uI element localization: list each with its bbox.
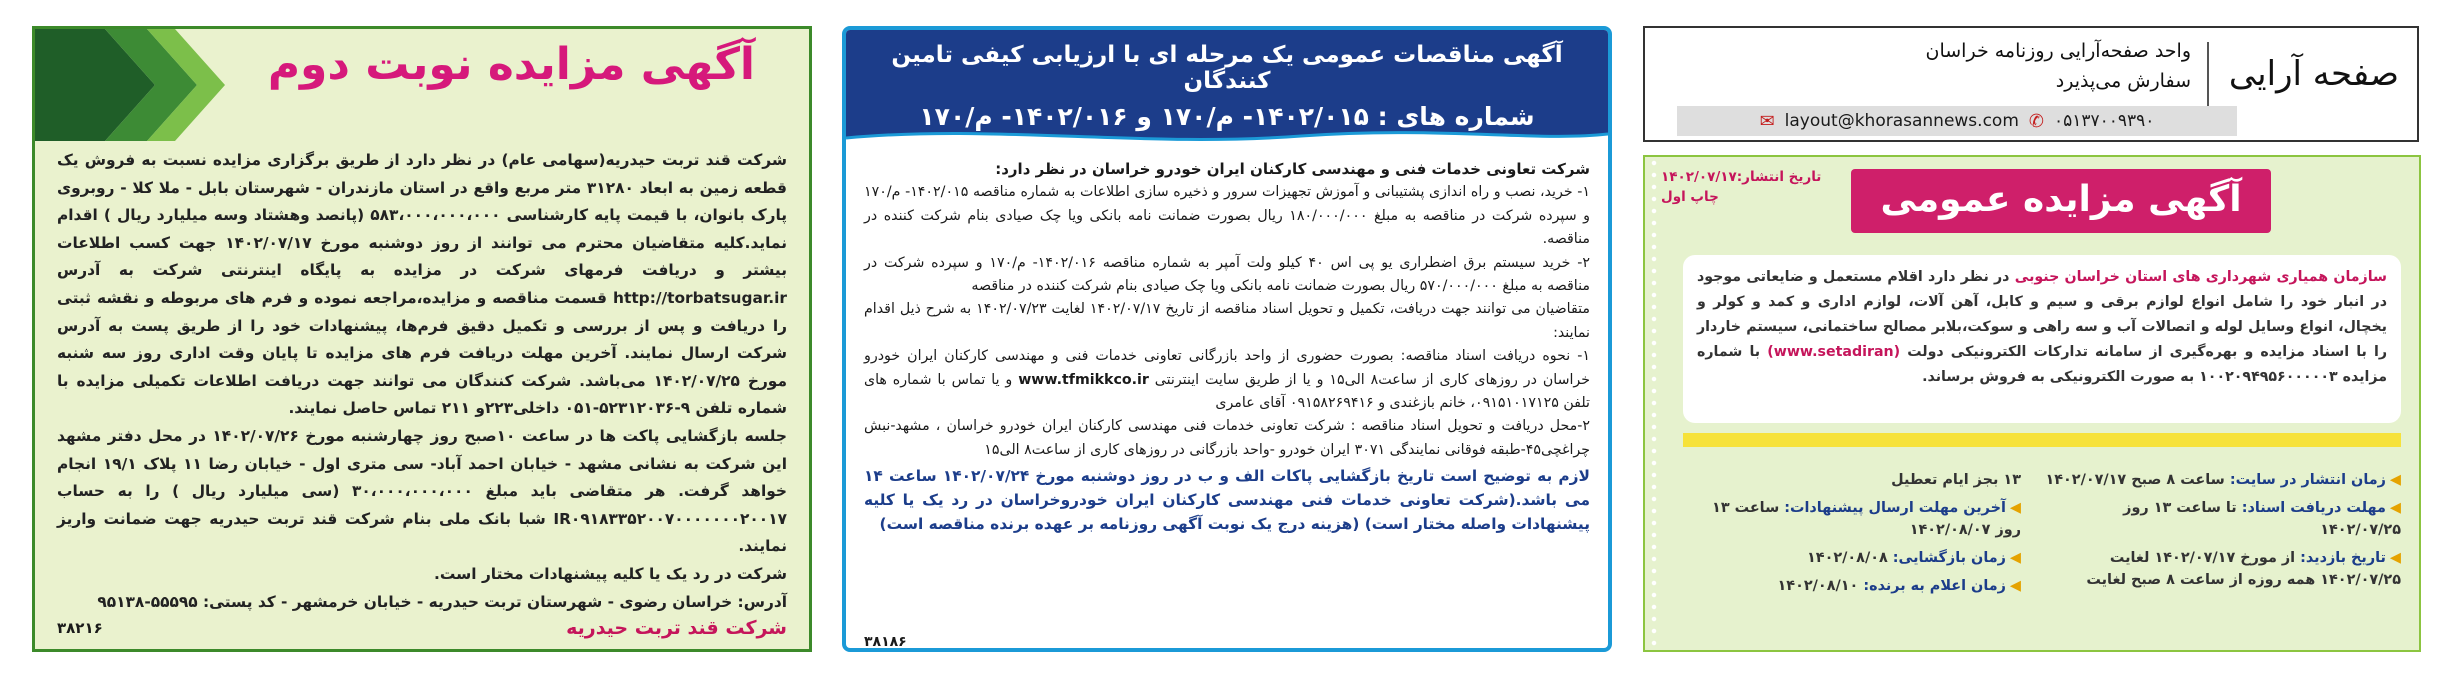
contact-bar <box>1677 106 2237 136</box>
ad-paragraph: جلسه بازگشایی پاکت ها در ساعت ۱۰صبح روز چهارشنبه مورخ ۱۴۰۲/۰۷/۲۶ در محل دفتر مشهد این شرکت به نشانی مشهد - خیابان احمد آباد- سی متری اول - خیابان رضا ۱۱ پلاک ۱۹/۱ انجام خواهد گرفت. هر متقاضی باید مبلغ ۳۰،۰۰۰،۰۰۰،۰۰۰ (سی میلیارد ریال ) را به حساب IR۰۹۱۸۳۳۵۲۰۰۷۰۰۰۰۰۰۰۲۰۰۱۷ شبا بانک ملی بنام شرکت قند تربت حیدریه جهت ضمانت واریز نمایند. <box>57 426 787 556</box>
ad-code: ۳۸۲۱۶ <box>57 619 103 637</box>
ad-footer <box>57 609 787 639</box>
ad-paragraph: شرکت قند تربت حیدریه(سهامی عام) در نظر دارد از طریق برگزاری مزایده نسبت به فروش یک قطعه زمین به ابعاد ۳۱۲۸۰ متر مربع واقع در استان مازندران - شهرستان بابل - ملا کلا - روبروی پارک بانوان، با قیمت پایه کارشناسی ۵۸۳،۰۰۰،۰۰۰،۰۰۰ (پانصد وهشتاد وسه میلیارد ریال ) اقدام نماید.کلیه متقاضیان محترم می توانند از روز دوشنبه مورخ ۱۴۰۲/۰۷/۱۷ جهت کسب اطلاعات بیشتر و دریافت فرمهای شرکت در مزایده به پایگاه اینترنتی شرکت به آدرس http://torbatsugar.ir قسمت مناقصه و مزایده،مراجعه نموده و فرم های مربوطه و نقشه ثبتی را دریافت و پس از بررسی و تکمیل دقیق فرم‌ها، پیشنهادات خود را از طریق پست به آدرس شرکت ارسال نمایند. آخرین مهلت دریافت فرم های مزایده تا پایان وقت اداری روز سه شنبه مورخ ۱۴۰۲/۰۷/۲۵ می‌باشد. شرکت کنندگان می توانند جهت دریافت اطلاعات تکمیلی مزایده با شماره تلفن ۹-۵۲۳۱۲۰۳۶-۰۵۱ داخلی۲۲۳و ۲۱۱ تماس حاصل نمایند. <box>57 151 788 418</box>
triangle-bullet-icon: ◀ <box>2389 550 2401 566</box>
schedule-label: مهلت دریافت اسناد: <box>2241 500 2386 516</box>
body-text: در نظر دارد اقلام مستعمل و ضایعاتی موجود در انبار خود را شامل انواع لوازم برقی و سیم و کابل، آهن آلات، لوازم اداری و کمد و کولر و یخچال، انواع وسایل لوله و اتصالات آب و سه راهی و سوکت،بلابر مصالح ساختمانی، سیستم خاردار را با اسناد مزایده و بهره‌گیری از سامانه تدارکات الکترونیکی دولت <box>1697 269 2387 360</box>
service-line: واحد صفحه‌آرایی روزنامه خراسان <box>1925 40 2191 62</box>
publish-info <box>1661 169 1821 209</box>
schedule-column-right <box>2041 469 2401 597</box>
schedule-value: ساعت ۱۳ روز ۱۴۰۲/۰۸/۰۷ <box>1712 500 2021 538</box>
schedule-value: ۱۳ بجز ایام تعطیل <box>1891 472 2021 488</box>
publish-date: تاریخ انتشار:۱۴۰۲/۰۷/۱۷ <box>1661 169 1822 185</box>
ad-body <box>1683 255 2401 423</box>
schedule-value: از مورخ ۱۴۰۲/۰۷/۱۷ لغایت ۱۴۰۲/۰۷/۲۵ همه روزه از ساعت ۸ صبح لغایت <box>2086 550 2401 588</box>
ad-code: ۳۸۱۸۶ <box>864 634 907 650</box>
website-link[interactable]: www.tfmikkco.ir <box>1018 371 1149 388</box>
tender-item: ۲- خرید سیستم برق اضطراری یو پی اس ۴۰ کیلو ولت آمپر به شماره مناقصه ۱۴۰۲/۰۱۶- م/۱۷۰ و سپرده شرکت در مناقصه به مبلغ ۵۷۰/۰۰۰/۰۰۰ ریال بصورت ضمانت نامه بانکی ویا چک صیادی بنام شرکت کننده در مناقصه <box>864 254 1590 295</box>
public-tenders-ad <box>842 26 1612 652</box>
chevron-decoration-icon <box>35 29 225 141</box>
schedule-value: ساعت ۸ صبح ۱۴۰۲/۰۷/۱۷ <box>2045 472 2225 488</box>
body-text: با شماره مزایده ۱۰۰۲۰۹۴۹۵۶۰۰۰۰۰۳ به صورت الکترونیکی به فروش برساند. <box>1697 344 2387 385</box>
ad-note: لازم به توضیح است تاریخ بازگشایی پاکات الف و ب در روز دوشنبه مورخ ۱۴۰۲/۰۷/۲۴ ساعت ۱۴ می باشد.(شرکت تعاونی خدمات فنی مهندسی کارکنان ایران خودروخراسان در رد یک یا کلیه پیشنهادات واصله مختار است) (هزینه درج یک نوبت آگهی روزنامه بر عهده برنده مناقصه است) <box>864 467 1590 534</box>
ad-title: آگهی مناقصات عمومی یک مرحله ای با ارزیابی کیفی تامین کنندگان <box>891 42 1563 94</box>
email-link[interactable]: layout@khorasannews.com <box>1784 111 2019 131</box>
dot-pattern-decoration <box>1649 157 1659 652</box>
triangle-bullet-icon: ◀ <box>2009 550 2021 566</box>
triangle-bullet-icon: ◀ <box>2009 578 2021 594</box>
schedule-value: ۱۴۰۲/۰۸/۱۰ <box>1777 578 1859 594</box>
schedule-label: زمان بازگشایی: <box>1892 550 2006 566</box>
organization-name: سازمان همیاری شهرداری های استان خراسان جنوبی <box>2014 269 2387 285</box>
ad-signature: شرکت قند تربت حیدریه <box>566 617 787 639</box>
setad-link[interactable]: (www.setadiran) <box>1767 344 1901 360</box>
schedule-label: تاریخ بازدید: <box>2300 550 2386 566</box>
mail-icon: ✉ <box>1759 110 1775 132</box>
wave-decoration-icon <box>846 124 1608 150</box>
edition-label: چاپ اول <box>1661 189 1719 205</box>
ad-title: آگهی مزایده نوبت دوم <box>267 39 755 90</box>
schedule <box>1683 469 2401 633</box>
step-text: ۱- نحوه دریافت اسناد مناقصه: بصورت حضوری از واحد بازرگانی تعاونی خدمات فنی و مهندسی کارکنان ایران خودرو خراسان در روزهای کاری از ساعت۸ الی۱۵ و یا از طریق سایت اینترنتی <box>864 348 1590 388</box>
phone-number: ۰۵۱۳۷۰۰۹۳۹۰ <box>2053 111 2155 131</box>
ad-lead: شرکت تعاونی خدمات فنی و مهندسی کارکنان ایران خودرو خراسان در نظر دارد: <box>995 160 1590 178</box>
schedule-row <box>1683 575 2021 597</box>
schedule-value: تا ساعت ۱۳ روز ۱۴۰۲/۰۷/۲۵ <box>2123 500 2401 538</box>
service-line: سفارش می‌پذیرد <box>2055 70 2191 92</box>
triangle-bullet-icon: ◀ <box>2389 472 2401 488</box>
ad-tender-numbers: شماره های : ۱۴۰۲/۰۱۵- م/۱۷۰ و ۱۴۰۲/۰۱۶- م/۱۷۰ <box>919 102 1535 131</box>
ad-header <box>1661 169 2401 241</box>
ad-paragraph: شرکت در رد یک یا کلیه پیشنهادات مختار است. <box>434 564 787 583</box>
ad-body <box>846 148 1608 536</box>
schedule-label: آخرین مهلت ارسال پیشنهادات: <box>1784 500 2006 516</box>
step-text: و یا تماس با شماره های تلفن ۰۹۱۵۱۰۱۷۱۲۵، خانم بازغندی و ۰۹۱۵۸۲۶۹۴۱۶ آقای عامری <box>864 371 1590 412</box>
divider <box>2207 42 2209 106</box>
schedule-row <box>2041 497 2401 541</box>
schedule-value: ۱۴۰۲/۰۸/۰۸ <box>1807 550 1888 566</box>
brand-title: صفحه آرایی <box>2228 54 2399 94</box>
schedule-row <box>1683 497 2021 541</box>
auction-second-round-ad <box>32 26 812 652</box>
schedule-row <box>1683 547 2021 569</box>
schedule-column-left <box>1683 469 2021 603</box>
schedule-row <box>1683 469 2021 491</box>
schedule-row <box>2041 547 2401 591</box>
ad-paragraph: ۲-محل دریافت و تحویل اسناد مناقصه : شرکت تعاونی خدمات فنی مهندسی کارکنان ایران خودرو خراسان ، مشهد-نبش چراغچی۴۵-طبقه فوقانی نمایندگی ۳۰۷۱ ایران خودرو -واحد بازرگانی در روزهای کاری از ساعت۸ الی۱۵ <box>864 418 1590 458</box>
ad-header <box>35 29 809 141</box>
tender-item: ۱- خرید، نصب و راه اندازی پشتیبانی و آموزش تجهیزات سرور و ذخیره سازی اطلاعات به شماره مناقصه ۱۴۰۲/۰۱۵- م/۱۷۰ و سپرده شرکت در مناقصه به مبلغ ۱۸۰/۰۰۰/۰۰۰ ریال بصورت ضمانت نامه بانکی ویا چک صیادی بنام شرکت کننده در مناقصه. <box>864 184 1590 248</box>
schedule-label: زمان انتشار در سایت: <box>2229 472 2386 488</box>
yellow-divider <box>1683 433 2401 447</box>
schedule-row <box>2041 469 2401 491</box>
schedule-label: زمان اعلام به برنده: <box>1863 578 2006 594</box>
ad-paragraph <box>864 345 1590 415</box>
ad-header <box>846 30 1608 148</box>
ad-paragraph: متقاضیان می توانند جهت دریافت، تکمیل و تحویل اسناد مناقصه از تاریخ ۱۴۰۲/۰۷/۱۷ لغایت ۱۴۰۲/۰۷/۲۳ به شرح ذیل اقدام نمایند: <box>864 301 1590 341</box>
layout-service-ad <box>1643 26 2419 142</box>
ad-body <box>35 141 809 616</box>
triangle-bullet-icon: ◀ <box>2389 500 2401 516</box>
ad-address: آدرس: خراسان رضوی - شهرستان تربت حیدریه - خیابان خرمشهر - کد پستی: ۵۵۵۹۵-۹۵۱۳۸ <box>97 592 787 611</box>
general-auction-ad <box>1643 155 2421 652</box>
ad-title: آگهی مزایده عمومی <box>1851 169 2271 233</box>
phone-icon: ✆ <box>2028 110 2044 132</box>
triangle-bullet-icon: ◀ <box>2009 500 2021 516</box>
